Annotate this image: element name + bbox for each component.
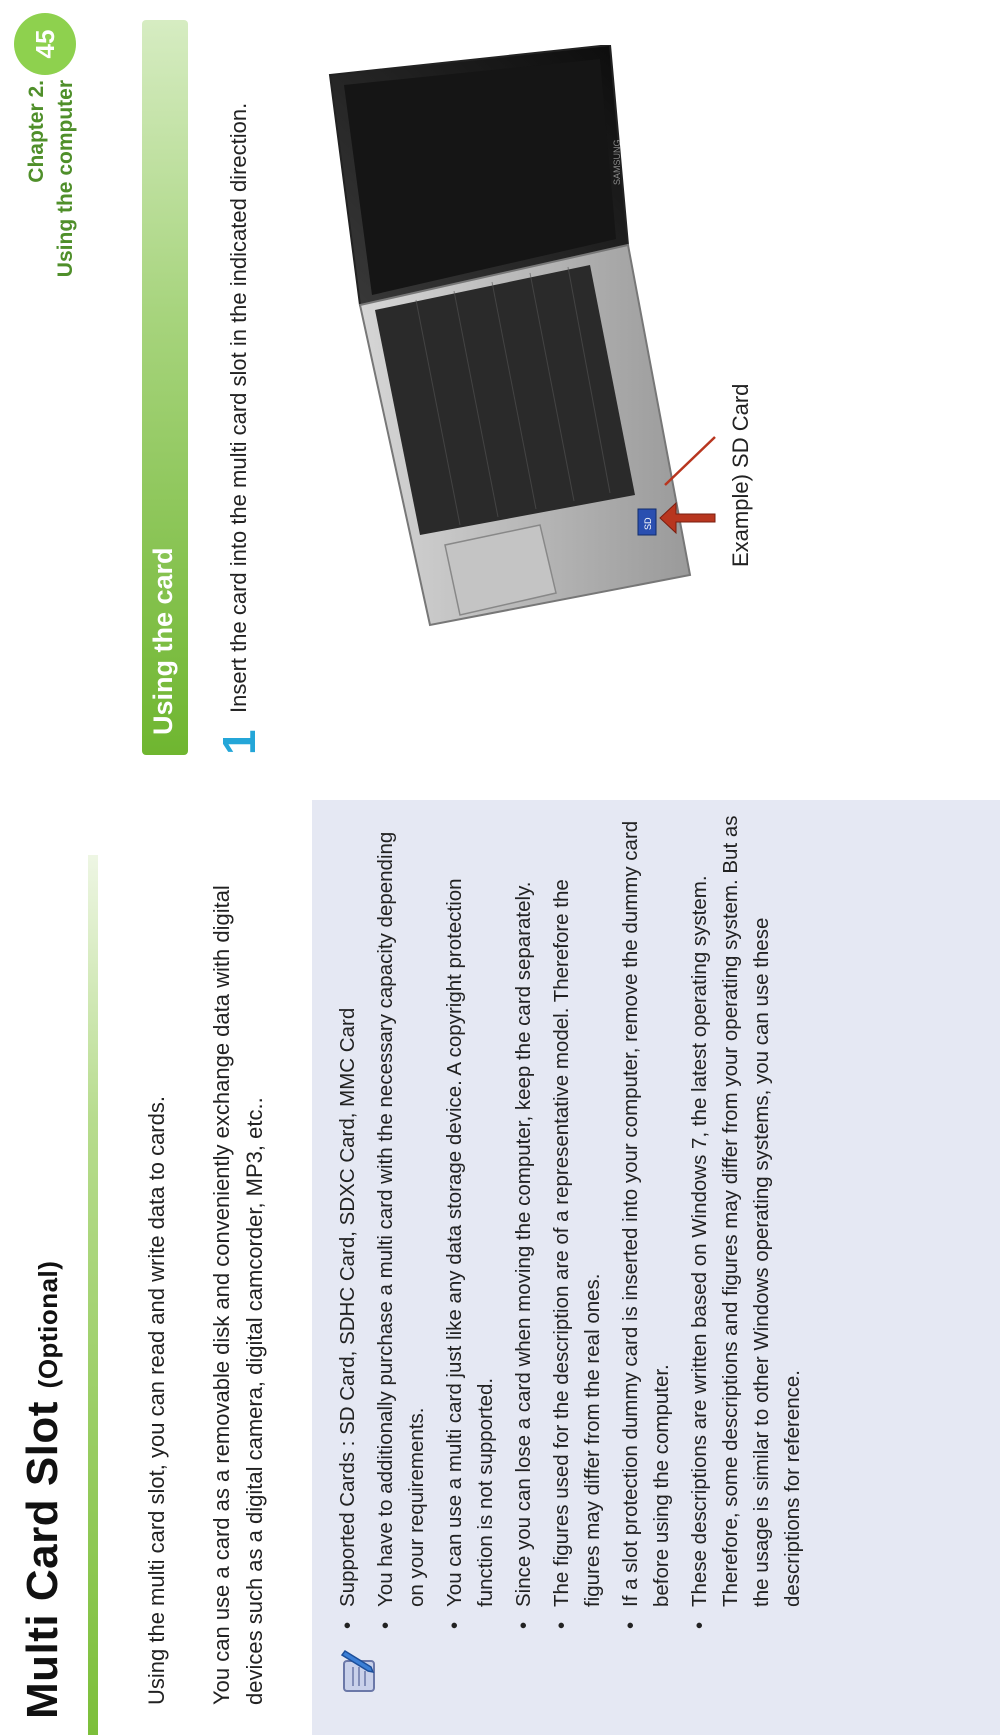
intro-paragraph-2: You can use a card as a removable disk and conveniently exchange data with digital devices such as a digital camera, digital camcorder, MP3, etc.. [209, 885, 267, 1705]
brand-label: SAMSUNG [612, 139, 622, 185]
laptop-illustration [320, 45, 720, 685]
step-number: 1 [213, 729, 265, 755]
section-title: Using the card [148, 547, 178, 735]
title-underline [88, 855, 98, 1735]
note-item: • If a slot protection dummy card is inserted into your computer, remove the dummy card before using the computer. [615, 815, 677, 1625]
intro-paragraph-1: Using the multi card slot, you can read and write data to cards. [144, 1096, 169, 1705]
note-item: • You have to additionally purchase a multi card with the necessary capacity depending on your requirements. [370, 815, 432, 1625]
note-item: • These descriptions are written based on Windows 7, the latest operating system. Therefore, some descriptions and figures may differ from your operating system. But as the usage is similar to other Windows operating systems, you can use these descriptions for reference. [684, 815, 808, 1625]
step-text: Insert the card into the multi card slot in the indicated direction. [226, 102, 251, 713]
note-item: • You can use a multi card just like any data storage device. A copyright protection function is not supported. [439, 815, 501, 1625]
callout-line [665, 437, 715, 485]
page-number-badge: 45 [14, 13, 76, 75]
chapter-number: Chapter 2. [25, 80, 48, 183]
page-title-main: Multi Card Slot [18, 1401, 67, 1719]
notes-list [332, 815, 815, 1625]
laptop-keyboard [375, 265, 635, 535]
page-title [18, 1261, 68, 1719]
note-item: • The figures used for the description are of a representative model. Therefore the figures may differ from the real ones. [546, 815, 608, 1625]
chapter-title: Using the computer [54, 80, 77, 278]
callout-label: Example) SD Card [728, 383, 753, 567]
page-title-suffix: (Optional) [33, 1260, 63, 1389]
note-item: • Since you can lose a card when moving the computer, keep the card separately. [508, 815, 539, 1625]
chapter-heading [22, 80, 80, 340]
pencil-note-icon [334, 1649, 382, 1697]
section-header [142, 20, 188, 755]
sd-card-label: SD [643, 517, 653, 530]
notes-box [312, 800, 1000, 1735]
note-item: • Supported Cards : SD Card, SDHC Card, SDXC Card, MMC Card [332, 815, 363, 1625]
